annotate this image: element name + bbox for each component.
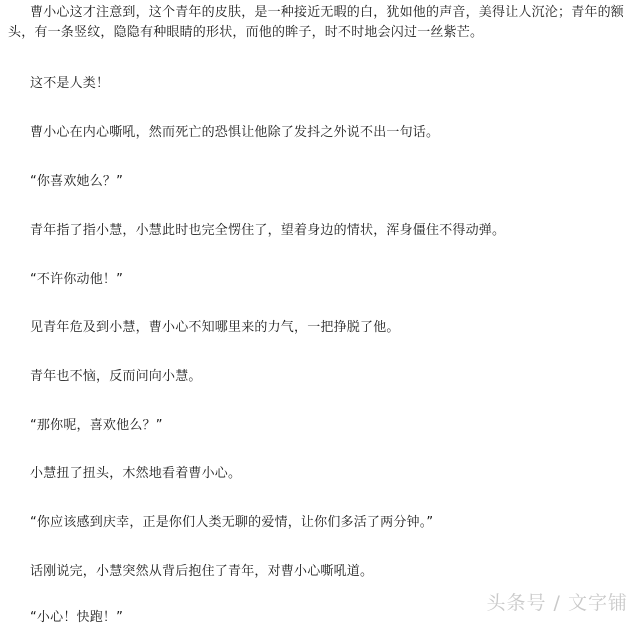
paragraph-1: 曹小心这才注意到，这个青年的皮肤，是一种接近无暇的白，犹如他的声音，美得让人沉沦；青年的额头，有一条竖纹，隐隐有种眼睛的形状，而他的眸子，时不时地会闪过一丝紫芒。 — [8, 5, 625, 40]
paragraph-8: 青年也不恼，反而问向小慧。 — [30, 369, 202, 384]
paragraph-7: 见青年危及到小慧，曹小心不知哪里来的力气，一把挣脱了他。 — [30, 320, 400, 335]
paragraph-12: 话刚说完，小慧突然从背后抱住了青年，对曹小心嘶吼道。 — [30, 564, 374, 579]
paragraph-3: 曹小心在内心嘶吼，然而死亡的恐惧让他除了发抖之外说不出一句话。 — [30, 125, 440, 140]
paragraph-9: “那你呢，喜欢他么？” — [30, 418, 163, 433]
paragraph-2: 这不是人类！ — [30, 76, 110, 91]
paragraph-13: “小心！快跑！” — [30, 610, 124, 625]
paragraph-11: “你应该感到庆幸，正是你们人类无聊的爱情，让你们多活了两分钟。” — [30, 515, 434, 530]
watermark: 头条号 / 文字铺 — [486, 592, 628, 614]
paragraph-10: 小慧扭了扭头，木然地看着曹小心。 — [30, 466, 242, 481]
paragraph-5: 青年指了指小慧，小慧此时也完全愣住了，望着身边的情状，浑身僵住不得动弹。 — [30, 223, 506, 238]
paragraph-4: “你喜欢她么？” — [30, 174, 124, 189]
paragraph-6: “不许你动他！” — [30, 272, 124, 287]
